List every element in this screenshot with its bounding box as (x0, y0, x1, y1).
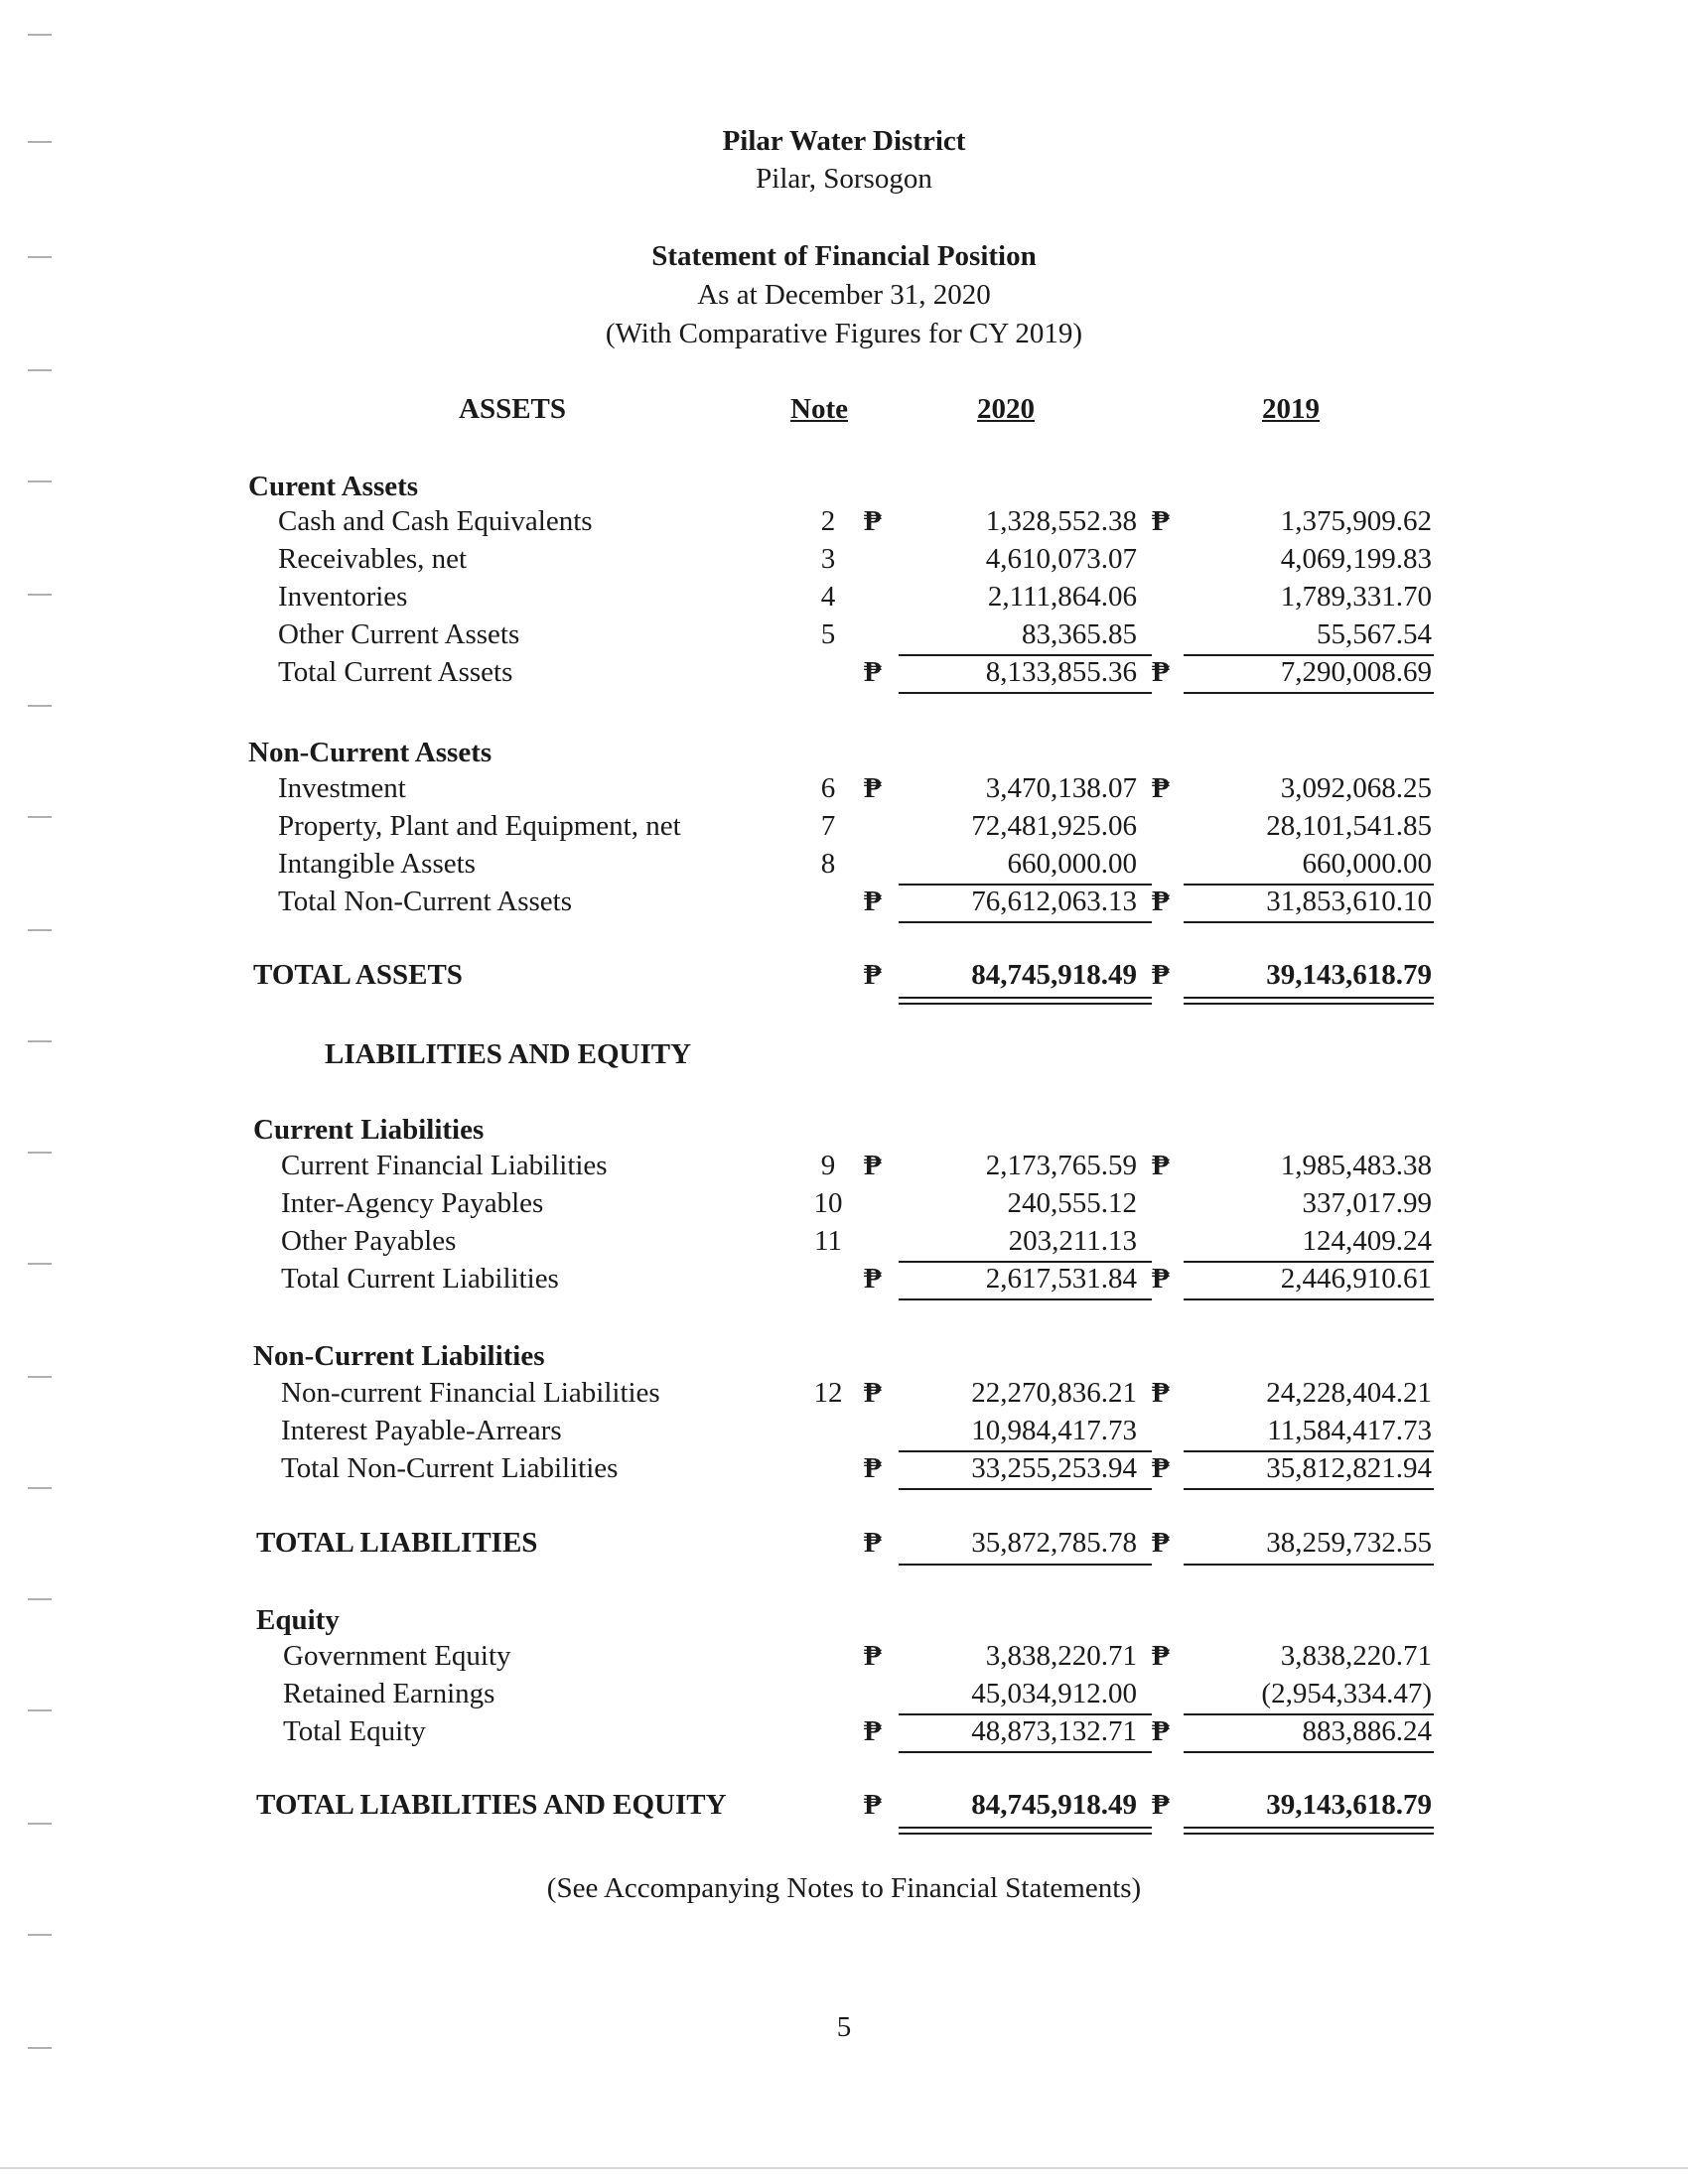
total-assets-row (0, 959, 1688, 997)
row-note: 6 (820, 772, 836, 804)
value-2019: 31,853,610.10 (1266, 886, 1432, 917)
row-label: Cash and Cash Equivalents (278, 505, 593, 537)
double-underline (1184, 1827, 1434, 1829)
value-2019: 660,000.00 (1302, 848, 1432, 880)
peso-sign: ₱ (1152, 772, 1170, 804)
peso-sign: ₱ (1152, 1527, 1170, 1559)
row-note: 3 (820, 543, 836, 575)
margin-mark (28, 2047, 52, 2049)
subtotal-underline (899, 1488, 1152, 1490)
assets-heading: ASSETS (459, 393, 567, 425)
peso-sign: ₱ (1152, 1263, 1170, 1295)
value-2019: 2,446,910.61 (1280, 1263, 1432, 1295)
section-current-assets: Curent Assets (248, 471, 419, 502)
subtotal-underline (899, 921, 1152, 923)
peso-sign: ₱ (864, 1150, 882, 1181)
table-row (0, 810, 1688, 848)
row-label: Inventories (278, 581, 408, 613)
double-underline (899, 1827, 1152, 1829)
value-2020: 4,610,073.07 (985, 543, 1137, 575)
value-2020: 203,211.13 (1008, 1225, 1137, 1257)
subtotal-underline (1184, 1488, 1434, 1490)
value-2019: 39,143,618.79 (1266, 959, 1432, 991)
note-column-header: Note (790, 393, 848, 425)
row-label: Total Non-Current Liabilities (281, 1452, 619, 1484)
row-note: 12 (813, 1377, 843, 1409)
row-label: Investment (278, 772, 406, 804)
value-2020: 45,034,912.00 (971, 1678, 1137, 1709)
value-2019: 7,290,008.69 (1280, 656, 1432, 688)
table-row (0, 581, 1688, 618)
table-row (0, 1640, 1688, 1678)
value-2019: 28,101,541.85 (1266, 810, 1432, 842)
peso-sign: ₱ (864, 1452, 882, 1484)
table-row (0, 1678, 1688, 1715)
peso-sign: ₱ (864, 1640, 882, 1672)
peso-sign: ₱ (1152, 886, 1170, 917)
total-underline (1184, 1564, 1434, 1566)
row-label: Property, Plant and Equipment, net (278, 810, 681, 842)
peso-sign: ₱ (1152, 1452, 1170, 1484)
section-equity: Equity (256, 1604, 340, 1636)
margin-mark (28, 929, 52, 931)
value-2019: 38,259,732.55 (1266, 1527, 1432, 1559)
margin-mark (28, 1934, 52, 1936)
value-2020: 2,617,531.84 (985, 1263, 1137, 1295)
value-2020: 84,745,918.49 (971, 959, 1137, 991)
row-label: Other Current Assets (278, 618, 520, 650)
row-note: 11 (814, 1225, 842, 1257)
subtotal-row (0, 1715, 1688, 1753)
row-note: 10 (813, 1187, 843, 1219)
statement-comparative: (With Comparative Figures for CY 2019) (605, 318, 1083, 349)
table-row (0, 543, 1688, 581)
subtotal-underline (899, 692, 1152, 694)
value-2019: (2,954,334.47) (1261, 1678, 1432, 1709)
double-underline (899, 997, 1152, 999)
total-underline (899, 1564, 1152, 1566)
table-row (0, 1415, 1688, 1452)
peso-sign: ₱ (864, 1715, 882, 1747)
margin-mark (28, 369, 52, 371)
peso-sign: ₱ (1152, 1640, 1170, 1672)
row-label: Intangible Assets (278, 848, 476, 880)
subtotal-row (0, 1263, 1688, 1300)
row-note: 7 (820, 810, 836, 842)
subtotal-row (0, 1452, 1688, 1490)
double-underline (1184, 997, 1434, 999)
margin-mark (28, 1598, 52, 1600)
double-underline (1184, 1003, 1434, 1005)
peso-sign: ₱ (864, 1527, 882, 1559)
peso-sign: ₱ (864, 772, 882, 804)
peso-sign: ₱ (1152, 959, 1170, 991)
subtotal-row (0, 656, 1688, 694)
value-2019: 124,409.24 (1302, 1225, 1432, 1257)
row-label: TOTAL LIABILITIES (256, 1527, 538, 1559)
table-row (0, 772, 1688, 810)
subtotal-underline (1184, 692, 1434, 694)
value-2020: 72,481,925.06 (971, 810, 1137, 842)
subtotal-underline (1184, 1298, 1434, 1300)
peso-sign: ₱ (1152, 1715, 1170, 1747)
value-2020: 240,555.12 (1007, 1187, 1137, 1219)
value-2020: 8,133,855.36 (985, 656, 1137, 688)
row-note: 4 (820, 581, 836, 613)
value-2019: 55,567.54 (1317, 618, 1432, 650)
entity-name: Pilar Water District (722, 125, 966, 157)
statement-title: Statement of Financial Position (651, 240, 1037, 272)
row-label: Total Equity (283, 1715, 426, 1747)
value-2019: 39,143,618.79 (1266, 1789, 1432, 1821)
value-2019: 4,069,199.83 (1280, 543, 1432, 575)
table-row (0, 505, 1688, 543)
value-2020: 84,745,918.49 (971, 1789, 1137, 1821)
peso-sign: ₱ (864, 959, 882, 991)
value-2020: 10,984,417.73 (971, 1415, 1137, 1446)
total-liabilities-equity-row (0, 1789, 1688, 1827)
table-row (0, 618, 1688, 656)
margin-mark (28, 1040, 52, 1042)
row-note: 9 (820, 1150, 836, 1181)
section-current-liabilities: Current Liabilities (253, 1114, 485, 1146)
total-liabilities-row (0, 1527, 1688, 1565)
row-label: TOTAL LIABILITIES AND EQUITY (256, 1789, 727, 1821)
subtotal-row (0, 886, 1688, 923)
peso-sign: ₱ (864, 886, 882, 917)
margin-mark (28, 705, 52, 707)
row-label: Government Equity (283, 1640, 511, 1672)
row-note: 8 (820, 848, 836, 880)
row-label: Receivables, net (278, 543, 468, 575)
peso-sign: ₱ (864, 1377, 882, 1409)
row-label: Total Current Liabilities (281, 1263, 559, 1295)
double-underline (899, 1833, 1152, 1835)
row-label: Current Financial Liabilities (281, 1150, 608, 1181)
value-2019: 24,228,404.21 (1266, 1377, 1432, 1409)
entity-location: Pilar, Sorsogon (756, 163, 932, 195)
value-2019: 337,017.99 (1302, 1187, 1432, 1219)
value-2020: 76,612,063.13 (971, 886, 1137, 917)
value-2019: 3,838,220.71 (1280, 1640, 1432, 1672)
row-label: TOTAL ASSETS (253, 959, 463, 991)
subtotal-underline (1184, 1751, 1434, 1753)
double-underline (1184, 1833, 1434, 1835)
peso-sign: ₱ (864, 1263, 882, 1295)
table-row (0, 1187, 1688, 1225)
section-non-current-liabilities: Non-Current Liabilities (253, 1340, 545, 1372)
value-2019: 883,886.24 (1302, 1715, 1432, 1747)
liabilities-equity-heading: LIABILITIES AND EQUITY (325, 1038, 692, 1070)
peso-sign: ₱ (864, 1789, 882, 1821)
table-row (0, 848, 1688, 886)
row-label: Total Non-Current Assets (278, 886, 572, 917)
row-label: Inter-Agency Payables (281, 1187, 544, 1219)
value-2020: 83,365.85 (1022, 618, 1137, 650)
table-row (0, 1377, 1688, 1415)
margin-mark (28, 480, 52, 482)
peso-sign: ₱ (1152, 1150, 1170, 1181)
value-2020: 2,173,765.59 (985, 1150, 1137, 1181)
double-underline (899, 1003, 1152, 1005)
subtotal-underline (1184, 921, 1434, 923)
page-number: 5 (836, 2011, 852, 2043)
value-2019: 11,584,417.73 (1267, 1415, 1432, 1446)
row-label: Total Current Assets (278, 656, 513, 688)
scan-edge (0, 2167, 1688, 2169)
section-non-current-assets: Non-Current Assets (248, 737, 492, 768)
value-2020: 22,270,836.21 (971, 1377, 1137, 1409)
value-2020: 1,328,552.38 (985, 505, 1137, 537)
row-label: Non-current Financial Liabilities (281, 1377, 660, 1409)
value-2019: 1,789,331.70 (1280, 581, 1432, 613)
value-2020: 660,000.00 (1007, 848, 1137, 880)
value-2019: 3,092,068.25 (1280, 772, 1432, 804)
row-label: Interest Payable-Arrears (281, 1415, 562, 1446)
value-2020: 33,255,253.94 (971, 1452, 1137, 1484)
row-note: 2 (820, 505, 836, 537)
value-2020: 2,111,864.06 (987, 581, 1137, 613)
row-label: Other Payables (281, 1225, 457, 1257)
peso-sign: ₱ (864, 656, 882, 688)
table-row (0, 1225, 1688, 1263)
statement-date: As at December 31, 2020 (697, 279, 991, 311)
peso-sign: ₱ (864, 505, 882, 537)
subtotal-underline (899, 1298, 1152, 1300)
peso-sign: ₱ (1152, 1789, 1170, 1821)
peso-sign: ₱ (1152, 1377, 1170, 1409)
value-2020: 35,872,785.78 (971, 1527, 1137, 1559)
value-2019: 35,812,821.94 (1266, 1452, 1432, 1484)
subtotal-underline (899, 1751, 1152, 1753)
peso-sign: ₱ (1152, 505, 1170, 537)
value-2020: 48,873,132.71 (971, 1715, 1137, 1747)
table-row (0, 1150, 1688, 1187)
year-2019-column-header: 2019 (1262, 393, 1320, 425)
value-2019: 1,375,909.62 (1280, 505, 1432, 537)
value-2020: 3,838,220.71 (985, 1640, 1137, 1672)
margin-mark (28, 34, 52, 36)
row-label: Retained Earnings (283, 1678, 495, 1709)
footnote: (See Accompanying Notes to Financial Statements) (546, 1872, 1142, 1904)
year-2020-column-header: 2020 (977, 393, 1035, 425)
row-note: 5 (820, 618, 836, 650)
value-2020: 3,470,138.07 (985, 772, 1137, 804)
peso-sign: ₱ (1152, 656, 1170, 688)
value-2019: 1,985,483.38 (1280, 1150, 1432, 1181)
